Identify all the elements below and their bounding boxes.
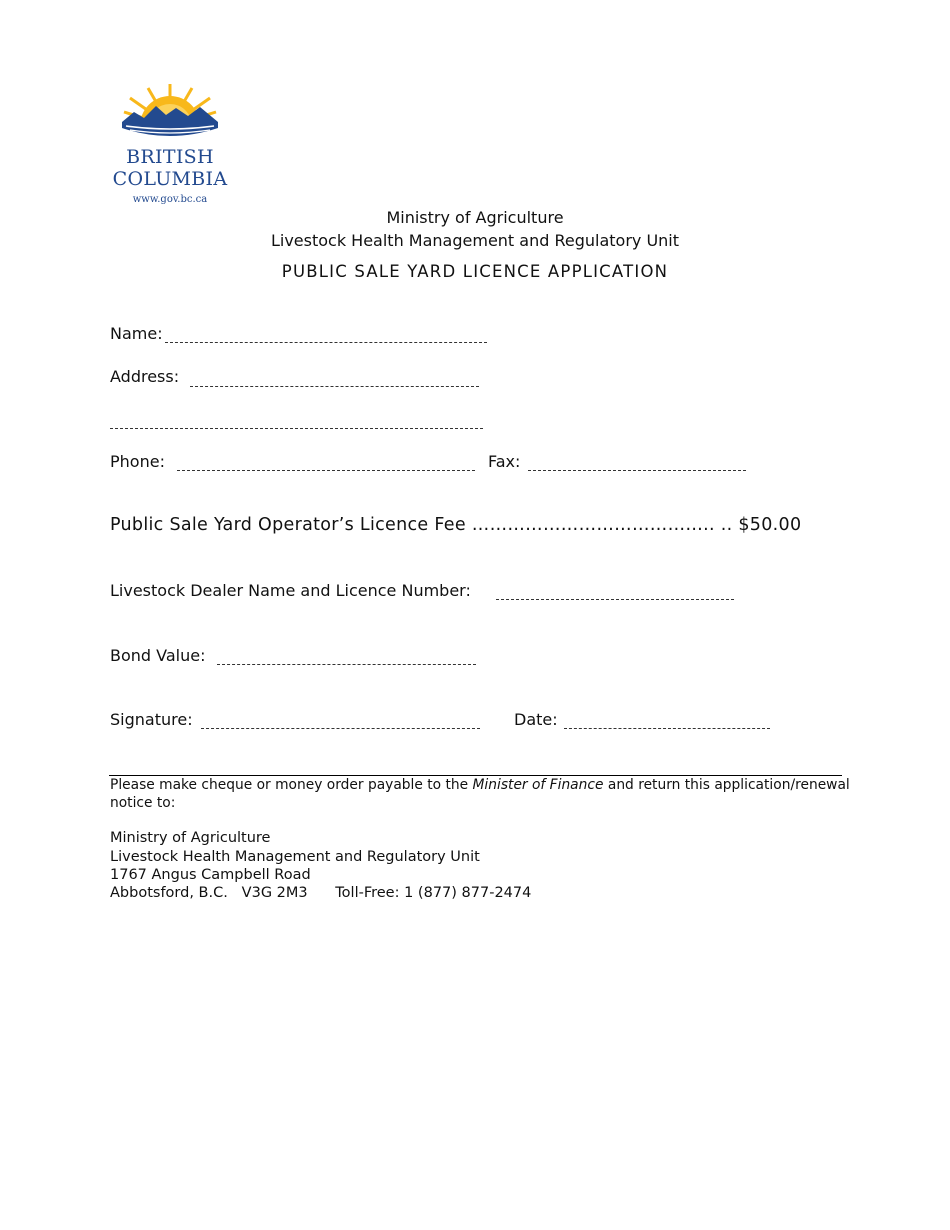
notice-pre: Please make cheque or money order payable to the <box>110 777 469 793</box>
dealer-field[interactable] <box>496 599 734 600</box>
notice-post: and return this application/renewal <box>607 777 850 793</box>
address-street: 1767 Angus Campbell Road <box>110 867 311 883</box>
signature-field[interactable] <box>201 728 480 729</box>
toll-free-number: Toll-Free: 1 (877) 877-2474 <box>335 885 532 901</box>
page-title: PUBLIC SALE YARD LICENCE APPLICATION <box>281 262 669 281</box>
fax-field[interactable] <box>528 470 746 471</box>
address-city-line <box>110 885 531 901</box>
address-ministry: Ministry of Agriculture <box>110 830 271 846</box>
payment-notice <box>110 777 850 793</box>
name-field[interactable] <box>165 342 487 343</box>
signature-label: Signature: <box>110 710 193 729</box>
notice-line2: notice to: <box>110 795 176 811</box>
divider <box>109 775 842 776</box>
ministry-name: Ministry of Agriculture <box>386 208 564 227</box>
notice-payee: Minister of Finance <box>472 777 604 793</box>
dealer-label: Livestock Dealer Name and Licence Number: <box>110 581 471 600</box>
address-unit: Livestock Health Management and Regulatory Unit <box>110 849 480 865</box>
fee-label: Public Sale Yard Operator’s Licence Fee <box>110 515 466 535</box>
address-field-line2[interactable] <box>110 428 483 429</box>
logo-url: www.gov.bc.ca <box>132 194 208 205</box>
logo-text-columbia: COLUMBIA <box>112 168 228 190</box>
phone-field[interactable] <box>177 470 475 471</box>
address-city: Abbotsford, B.C. <box>110 885 228 901</box>
address-postal: V3G 2M3 <box>241 885 308 901</box>
unit-name: Livestock Health Management and Regulatory Unit <box>270 231 680 250</box>
bond-label: Bond Value: <box>110 646 206 665</box>
fee-amount: $50.00 <box>738 515 802 535</box>
phone-label: Phone: <box>110 452 165 471</box>
sun-mountain-emblem <box>104 82 236 146</box>
date-label: Date: <box>514 710 558 729</box>
fax-label: Fax: <box>488 452 521 471</box>
bond-value-field[interactable] <box>217 664 476 665</box>
address-field-line1[interactable] <box>190 386 479 387</box>
fee-leader-dots: ………………………………….. .. <box>471 515 733 535</box>
name-label: Name: <box>110 324 163 343</box>
licence-fee-line <box>110 515 801 535</box>
address-label: Address: <box>110 367 180 386</box>
bc-logo <box>104 82 236 208</box>
logo-text-british: BRITISH <box>126 146 214 168</box>
date-field[interactable] <box>564 728 770 729</box>
